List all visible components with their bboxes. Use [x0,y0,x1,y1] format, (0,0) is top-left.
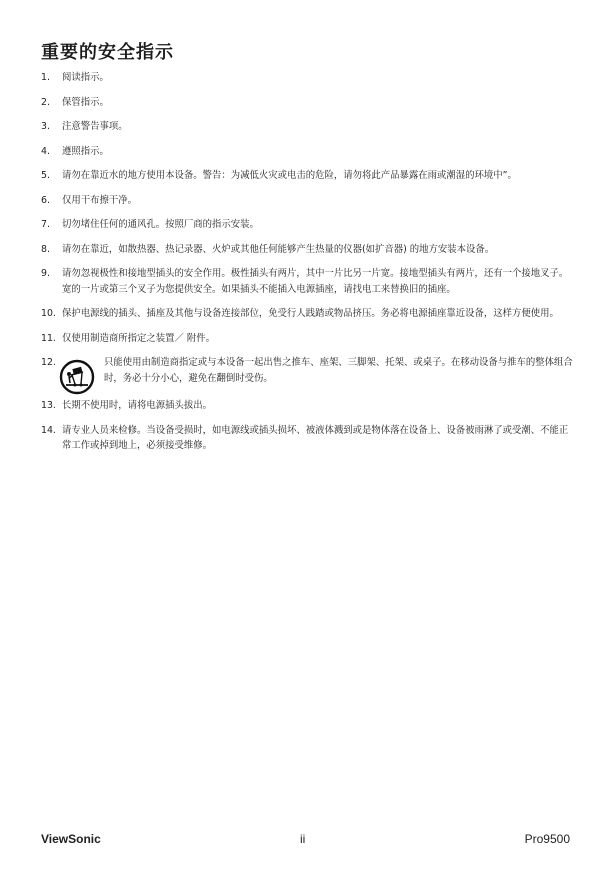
safety-instructions-list [41,70,573,463]
list-item [41,331,573,347]
item-text: 请专业人员来检修。当设备受损时，如电源线或插头损坏、被液体溅到或是物体落在设备上、设备被雨淋了或受潮、不能正常工作或掉到地上，必须接受维修。 [62,424,569,451]
item-number: 2. [41,96,50,108]
item-text: 仅用干布擦干净。 [62,194,138,206]
list-item [41,266,573,297]
item-number: 7. [41,219,50,230]
item-number: 11. [41,332,56,344]
item-number: 8. [41,243,50,255]
list-item [41,398,573,414]
item-number: 6. [41,194,50,206]
list-item [41,217,573,233]
item-text: 长期不使用时，请将电源插头拔出。 [62,400,213,411]
list-item [41,95,573,111]
item-number: 10. [41,308,56,319]
list-item [41,193,573,209]
item-text: 请勿在靠近，如散热器、热记录器、火炉或其他任何能够产生热量的仪器(如扩音器) 的地方安装本设备。 [62,243,495,255]
cart-tip-over-warning-icon [59,359,95,395]
item-number: 4. [41,145,50,157]
item-text: 请勿忽视极性和接地型插头的安全作用。极性插头有两片，其中一片比另一片宽。接地型插头有两片，还有一个接地叉子。宽的一片或第三个叉子为您提供安全。如果插头不能插入电源插座，请找电工来替换旧的插座。 [62,268,569,295]
list-item [41,306,573,322]
item-number: 9. [41,268,50,279]
list-item [41,355,573,395]
list-item [41,119,573,135]
item-text: 保管指示。 [62,96,109,108]
item-number: 14. [41,424,56,436]
footer-page-number: ii [300,832,306,846]
item-number: 1. [41,72,50,83]
item-number: 3. [41,121,50,132]
list-item [41,70,573,86]
item-text: 阅读指示。 [62,72,109,83]
list-item [41,242,573,258]
item-text: 请勿在靠近水的地方使用本设备。警告：为减低火灾或电击的危险，请勿将此产品暴露在雨或潮湿的环境中”。 [62,170,517,181]
list-item [41,423,573,454]
item-text: 只能使用由制造商指定或与本设备一起出售之推车、座架、三脚架、托架、或桌子。在移动设备与推车的整体组合时，务必十分小心，避免在翻倒时受伤。 [104,357,573,384]
item-number: 5. [41,170,50,181]
item-text: 切勿堵住任何的通风孔。按照厂商的指示安装。 [62,219,259,230]
footer-brand: ViewSonic [41,832,101,846]
footer-model: Pro9500 [524,832,570,846]
item-text: 保护电源线的插头、插座及其他与设备连接部位，免受行人践踏或物品挤压。务必将电源插座靠近设备，这样方便使用。 [62,308,559,319]
item-text: 注意警告事项。 [62,121,128,132]
item-text: 遵照指示。 [62,145,109,157]
item-number: 13. [41,400,56,411]
item-number: 12. [41,357,56,368]
list-item [41,168,573,184]
page-title: 重要的安全指示 [41,42,174,63]
list-item [41,144,573,160]
item-text: 仅使用制造商所指定之装置／ 附件。 [62,332,215,344]
